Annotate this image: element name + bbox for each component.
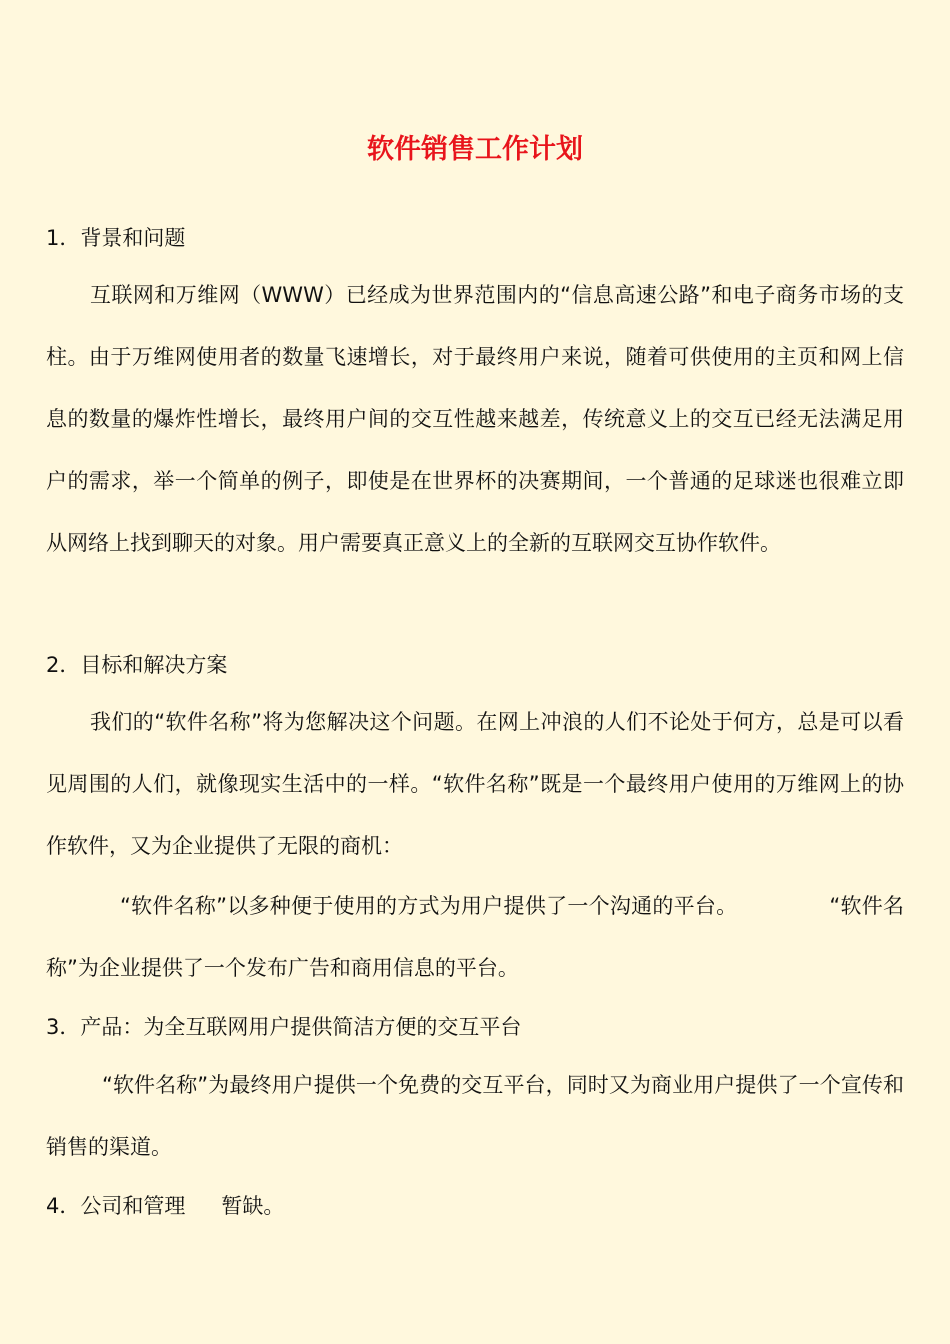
company-heading-text: 4．公司和管理: [46, 1194, 186, 1218]
section-paragraph-platform-users: [46, 875, 904, 999]
section-paragraph-product: “软件名称”为最终用户提供一个免费的交互平台，同时又为商业用户提供了一个宣传和销售的渠道。: [46, 1073, 904, 1159]
section-paragraph-background: 互联网和万维网（WWW）已经成为世界范围内的“信息高速公路”和电子商务市场的支柱。由于万维网使用者的数量飞速增长，对于最终用户来说，随着可供使用的主页和网上信息的数量的爆炸性增长，最终用户间的交互性越来越差，传统意义上的交互已经无法满足用户的需求，举一个简单的例子，即使是在世界杯的决赛期间，一个普通的足球迷也很难立即从网络上找到聊天的对象。用户需要真正意义上的全新的互联网交互协作软件。: [46, 283, 904, 555]
company-note: 暂缺。: [221, 1194, 285, 1218]
section-heading-goals: 2．目标和解决方案: [46, 653, 228, 677]
section-heading-product: 3．产品：为全互联网用户提供简洁方便的交互平台: [46, 1015, 522, 1039]
section-heading-background: 1．背景和问题: [46, 226, 186, 250]
section-heading-company: [46, 1191, 904, 1221]
platform-business-text: “软件名称”为企业提供了一个发布广告和商用信息的平台。: [46, 894, 904, 980]
document-title: 软件销售工作计划: [367, 134, 583, 165]
section-paragraph-goals: 我们的“软件名称”将为您解决这个问题。在网上冲浪的人们不论处于何方，总是可以看见周围的人们，就像现实生活中的一样。“软件名称”既是一个最终用户使用的万维网上的协作软件，又为企业提供了无限的商机：: [46, 710, 904, 858]
platform-users-text: “软件名称”以多种便于使用的方式为用户提供了一个沟通的平台。: [120, 894, 738, 918]
